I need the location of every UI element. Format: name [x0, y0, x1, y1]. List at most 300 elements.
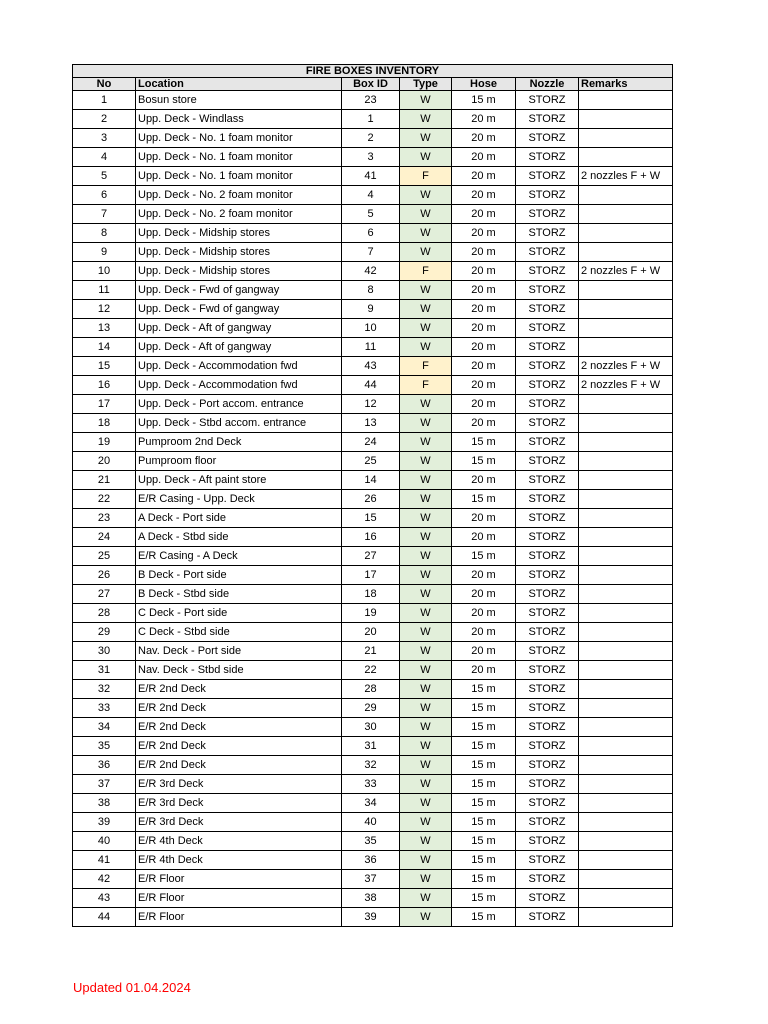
cell-hose: 20 m — [452, 566, 516, 585]
cell-remarks — [579, 680, 673, 699]
cell-type: W — [400, 775, 452, 794]
cell-nozzle: STORZ — [516, 623, 579, 642]
cell-nozzle: STORZ — [516, 547, 579, 566]
cell-box-id: 14 — [342, 471, 400, 490]
cell-hose: 15 m — [452, 433, 516, 452]
cell-type: W — [400, 490, 452, 509]
cell-remarks — [579, 91, 673, 110]
cell-location: E/R Floor — [136, 908, 342, 927]
cell-location: E/R 2nd Deck — [136, 756, 342, 775]
cell-box-id: 39 — [342, 908, 400, 927]
cell-type: W — [400, 756, 452, 775]
table-row — [73, 699, 673, 718]
cell-nozzle: STORZ — [516, 167, 579, 186]
cell-hose: 20 m — [452, 661, 516, 680]
cell-no: 23 — [73, 509, 136, 528]
cell-hose: 20 m — [452, 319, 516, 338]
cell-nozzle: STORZ — [516, 604, 579, 623]
cell-nozzle: STORZ — [516, 129, 579, 148]
cell-type: W — [400, 851, 452, 870]
cell-type: W — [400, 604, 452, 623]
table-title: FIRE BOXES INVENTORY — [73, 65, 673, 78]
table-row — [73, 490, 673, 509]
cell-nozzle: STORZ — [516, 148, 579, 167]
cell-location: E/R 3rd Deck — [136, 775, 342, 794]
cell-no: 8 — [73, 224, 136, 243]
cell-no: 7 — [73, 205, 136, 224]
table-row — [73, 167, 673, 186]
cell-location: E/R 3rd Deck — [136, 794, 342, 813]
cell-type: W — [400, 870, 452, 889]
cell-no: 40 — [73, 832, 136, 851]
cell-hose: 15 m — [452, 870, 516, 889]
cell-box-id: 4 — [342, 186, 400, 205]
table-row — [73, 433, 673, 452]
cell-type: W — [400, 585, 452, 604]
cell-remarks — [579, 566, 673, 585]
cell-nozzle: STORZ — [516, 528, 579, 547]
cell-box-id: 33 — [342, 775, 400, 794]
cell-box-id: 31 — [342, 737, 400, 756]
cell-box-id: 41 — [342, 167, 400, 186]
cell-hose: 15 m — [452, 756, 516, 775]
column-header-remarks: Remarks — [579, 78, 673, 91]
cell-no: 3 — [73, 129, 136, 148]
cell-remarks — [579, 319, 673, 338]
cell-box-id: 11 — [342, 338, 400, 357]
cell-hose: 20 m — [452, 224, 516, 243]
cell-remarks — [579, 490, 673, 509]
cell-box-id: 1 — [342, 110, 400, 129]
cell-box-id: 30 — [342, 718, 400, 737]
cell-remarks — [579, 338, 673, 357]
table-row — [73, 395, 673, 414]
table-row — [73, 243, 673, 262]
cell-remarks: 2 nozzles F + W — [579, 167, 673, 186]
cell-hose: 20 m — [452, 281, 516, 300]
cell-no: 43 — [73, 889, 136, 908]
cell-no: 28 — [73, 604, 136, 623]
cell-remarks — [579, 851, 673, 870]
cell-nozzle: STORZ — [516, 870, 579, 889]
cell-location: E/R 2nd Deck — [136, 718, 342, 737]
cell-remarks — [579, 110, 673, 129]
column-header-type: Type — [400, 78, 452, 91]
table-row — [73, 471, 673, 490]
cell-remarks — [579, 509, 673, 528]
table-row — [73, 110, 673, 129]
cell-type: W — [400, 91, 452, 110]
cell-hose: 15 m — [452, 775, 516, 794]
table-row — [73, 205, 673, 224]
cell-hose: 20 m — [452, 205, 516, 224]
cell-location: Upp. Deck - Aft of gangway — [136, 319, 342, 338]
cell-remarks — [579, 243, 673, 262]
cell-hose: 15 m — [452, 832, 516, 851]
cell-hose: 15 m — [452, 737, 516, 756]
cell-location: Upp. Deck - Accommodation fwd — [136, 357, 342, 376]
cell-nozzle: STORZ — [516, 889, 579, 908]
cell-box-id: 2 — [342, 129, 400, 148]
cell-nozzle: STORZ — [516, 642, 579, 661]
cell-type: W — [400, 452, 452, 471]
cell-box-id: 26 — [342, 490, 400, 509]
cell-nozzle: STORZ — [516, 813, 579, 832]
cell-remarks — [579, 775, 673, 794]
cell-box-id: 19 — [342, 604, 400, 623]
cell-box-id: 13 — [342, 414, 400, 433]
cell-no: 32 — [73, 680, 136, 699]
cell-location: Upp. Deck - Port accom. entrance — [136, 395, 342, 414]
cell-no: 27 — [73, 585, 136, 604]
cell-box-id: 8 — [342, 281, 400, 300]
cell-type: W — [400, 794, 452, 813]
cell-box-id: 44 — [342, 376, 400, 395]
table-row — [73, 262, 673, 281]
cell-type: W — [400, 186, 452, 205]
table-row — [73, 794, 673, 813]
cell-hose: 20 m — [452, 395, 516, 414]
table-row — [73, 642, 673, 661]
cell-nozzle: STORZ — [516, 433, 579, 452]
cell-type: F — [400, 357, 452, 376]
cell-hose: 20 m — [452, 167, 516, 186]
cell-type: W — [400, 509, 452, 528]
cell-no: 22 — [73, 490, 136, 509]
cell-no: 10 — [73, 262, 136, 281]
table-row — [73, 129, 673, 148]
cell-location: E/R Floor — [136, 889, 342, 908]
cell-hose: 20 m — [452, 262, 516, 281]
cell-nozzle: STORZ — [516, 395, 579, 414]
cell-location: E/R 4th Deck — [136, 851, 342, 870]
cell-no: 31 — [73, 661, 136, 680]
table-row — [73, 851, 673, 870]
cell-box-id: 28 — [342, 680, 400, 699]
cell-nozzle: STORZ — [516, 243, 579, 262]
cell-remarks — [579, 832, 673, 851]
cell-type: F — [400, 167, 452, 186]
cell-type: W — [400, 471, 452, 490]
cell-remarks — [579, 471, 673, 490]
cell-remarks — [579, 224, 673, 243]
table-row — [73, 281, 673, 300]
cell-box-id: 27 — [342, 547, 400, 566]
cell-box-id: 3 — [342, 148, 400, 167]
cell-remarks — [579, 186, 673, 205]
cell-box-id: 15 — [342, 509, 400, 528]
cell-location: Pumproom floor — [136, 452, 342, 471]
cell-nozzle: STORZ — [516, 509, 579, 528]
cell-hose: 20 m — [452, 186, 516, 205]
cell-remarks — [579, 870, 673, 889]
cell-remarks — [579, 433, 673, 452]
cell-location: Pumproom 2nd Deck — [136, 433, 342, 452]
cell-location: E/R Floor — [136, 870, 342, 889]
table-row — [73, 357, 673, 376]
cell-type: W — [400, 224, 452, 243]
table-row — [73, 91, 673, 110]
cell-nozzle: STORZ — [516, 699, 579, 718]
cell-type: W — [400, 395, 452, 414]
cell-box-id: 42 — [342, 262, 400, 281]
cell-box-id: 16 — [342, 528, 400, 547]
cell-box-id: 24 — [342, 433, 400, 452]
cell-hose: 20 m — [452, 604, 516, 623]
cell-location: B Deck - Stbd side — [136, 585, 342, 604]
cell-hose: 20 m — [452, 300, 516, 319]
cell-type: W — [400, 243, 452, 262]
cell-nozzle: STORZ — [516, 452, 579, 471]
cell-box-id: 23 — [342, 91, 400, 110]
column-header-location: Location — [136, 78, 342, 91]
cell-nozzle: STORZ — [516, 281, 579, 300]
cell-type: W — [400, 642, 452, 661]
cell-type: W — [400, 832, 452, 851]
cell-nozzle: STORZ — [516, 851, 579, 870]
cell-box-id: 29 — [342, 699, 400, 718]
cell-no: 26 — [73, 566, 136, 585]
cell-location: A Deck - Port side — [136, 509, 342, 528]
table-row — [73, 414, 673, 433]
cell-hose: 20 m — [452, 338, 516, 357]
cell-hose: 20 m — [452, 623, 516, 642]
cell-type: W — [400, 414, 452, 433]
cell-type: W — [400, 566, 452, 585]
cell-no: 39 — [73, 813, 136, 832]
cell-no: 12 — [73, 300, 136, 319]
cell-box-id: 21 — [342, 642, 400, 661]
cell-location: C Deck - Port side — [136, 604, 342, 623]
cell-hose: 20 m — [452, 414, 516, 433]
cell-box-id: 12 — [342, 395, 400, 414]
cell-box-id: 6 — [342, 224, 400, 243]
cell-type: W — [400, 110, 452, 129]
table-row — [73, 756, 673, 775]
cell-location: Upp. Deck - Midship stores — [136, 262, 342, 281]
cell-remarks — [579, 718, 673, 737]
cell-location: E/R 2nd Deck — [136, 680, 342, 699]
cell-type: W — [400, 319, 452, 338]
cell-box-id: 22 — [342, 661, 400, 680]
table-row — [73, 604, 673, 623]
cell-remarks — [579, 395, 673, 414]
cell-nozzle: STORZ — [516, 110, 579, 129]
table-row — [73, 623, 673, 642]
cell-location: Nav. Deck - Port side — [136, 642, 342, 661]
cell-nozzle: STORZ — [516, 737, 579, 756]
cell-hose: 20 m — [452, 129, 516, 148]
cell-no: 36 — [73, 756, 136, 775]
table-row — [73, 376, 673, 395]
cell-nozzle: STORZ — [516, 262, 579, 281]
cell-nozzle: STORZ — [516, 376, 579, 395]
cell-remarks — [579, 148, 673, 167]
cell-location: Upp. Deck - No. 2 foam monitor — [136, 186, 342, 205]
cell-hose: 20 m — [452, 528, 516, 547]
cell-type: W — [400, 281, 452, 300]
cell-type: W — [400, 300, 452, 319]
table-row — [73, 737, 673, 756]
cell-box-id: 40 — [342, 813, 400, 832]
cell-remarks — [579, 452, 673, 471]
cell-location: E/R Casing - Upp. Deck — [136, 490, 342, 509]
cell-location: C Deck - Stbd side — [136, 623, 342, 642]
cell-box-id: 32 — [342, 756, 400, 775]
cell-nozzle: STORZ — [516, 300, 579, 319]
cell-box-id: 9 — [342, 300, 400, 319]
cell-box-id: 35 — [342, 832, 400, 851]
cell-nozzle: STORZ — [516, 756, 579, 775]
cell-location: Upp. Deck - Midship stores — [136, 224, 342, 243]
cell-no: 14 — [73, 338, 136, 357]
cell-box-id: 38 — [342, 889, 400, 908]
cell-no: 5 — [73, 167, 136, 186]
cell-remarks — [579, 528, 673, 547]
cell-hose: 20 m — [452, 509, 516, 528]
cell-no: 19 — [73, 433, 136, 452]
cell-no: 1 — [73, 91, 136, 110]
table-row — [73, 775, 673, 794]
cell-nozzle: STORZ — [516, 585, 579, 604]
cell-location: Upp. Deck - Aft of gangway — [136, 338, 342, 357]
table-row — [73, 509, 673, 528]
cell-no: 6 — [73, 186, 136, 205]
cell-location: Upp. Deck - Aft paint store — [136, 471, 342, 490]
cell-hose: 15 m — [452, 490, 516, 509]
cell-no: 20 — [73, 452, 136, 471]
cell-location: E/R 3rd Deck — [136, 813, 342, 832]
cell-location: E/R Casing - A Deck — [136, 547, 342, 566]
cell-hose: 15 m — [452, 680, 516, 699]
cell-remarks — [579, 414, 673, 433]
cell-no: 24 — [73, 528, 136, 547]
cell-remarks: 2 nozzles F + W — [579, 376, 673, 395]
cell-no: 34 — [73, 718, 136, 737]
cell-no: 44 — [73, 908, 136, 927]
cell-hose: 20 m — [452, 376, 516, 395]
cell-remarks: 2 nozzles F + W — [579, 262, 673, 281]
cell-location: Bosun store — [136, 91, 342, 110]
cell-nozzle: STORZ — [516, 224, 579, 243]
cell-hose: 20 m — [452, 110, 516, 129]
cell-remarks — [579, 129, 673, 148]
cell-hose: 15 m — [452, 794, 516, 813]
cell-location: Upp. Deck - Windlass — [136, 110, 342, 129]
cell-nozzle: STORZ — [516, 775, 579, 794]
cell-remarks — [579, 756, 673, 775]
cell-type: W — [400, 528, 452, 547]
table-row — [73, 300, 673, 319]
cell-box-id: 37 — [342, 870, 400, 889]
cell-no: 21 — [73, 471, 136, 490]
cell-location: Upp. Deck - No. 1 foam monitor — [136, 167, 342, 186]
cell-remarks — [579, 813, 673, 832]
cell-remarks — [579, 794, 673, 813]
updated-note: Updated 01.04.2024 — [73, 980, 191, 995]
cell-remarks — [579, 908, 673, 927]
cell-remarks — [579, 661, 673, 680]
cell-no: 25 — [73, 547, 136, 566]
cell-remarks — [579, 585, 673, 604]
column-header-box-id: Box ID — [342, 78, 400, 91]
cell-box-id: 5 — [342, 205, 400, 224]
cell-nozzle: STORZ — [516, 661, 579, 680]
cell-nozzle: STORZ — [516, 908, 579, 927]
cell-nozzle: STORZ — [516, 718, 579, 737]
cell-nozzle: STORZ — [516, 471, 579, 490]
cell-hose: 15 m — [452, 547, 516, 566]
cell-remarks — [579, 889, 673, 908]
cell-box-id: 25 — [342, 452, 400, 471]
cell-remarks — [579, 623, 673, 642]
cell-type: W — [400, 889, 452, 908]
cell-remarks — [579, 205, 673, 224]
column-header-nozzle: Nozzle — [516, 78, 579, 91]
cell-type: W — [400, 547, 452, 566]
cell-no: 41 — [73, 851, 136, 870]
cell-location: Upp. Deck - No. 2 foam monitor — [136, 205, 342, 224]
cell-type: F — [400, 262, 452, 281]
cell-type: W — [400, 205, 452, 224]
cell-nozzle: STORZ — [516, 680, 579, 699]
cell-location: B Deck - Port side — [136, 566, 342, 585]
cell-location: Upp. Deck - Accommodation fwd — [136, 376, 342, 395]
cell-box-id: 36 — [342, 851, 400, 870]
cell-no: 42 — [73, 870, 136, 889]
cell-nozzle: STORZ — [516, 490, 579, 509]
cell-hose: 20 m — [452, 148, 516, 167]
cell-location: E/R 2nd Deck — [136, 737, 342, 756]
cell-type: W — [400, 623, 452, 642]
cell-hose: 20 m — [452, 642, 516, 661]
cell-no: 17 — [73, 395, 136, 414]
cell-location: Upp. Deck - Fwd of gangway — [136, 281, 342, 300]
cell-hose: 15 m — [452, 908, 516, 927]
cell-box-id: 34 — [342, 794, 400, 813]
cell-no: 15 — [73, 357, 136, 376]
cell-hose: 15 m — [452, 718, 516, 737]
cell-no: 29 — [73, 623, 136, 642]
cell-remarks — [579, 547, 673, 566]
cell-hose: 15 m — [452, 889, 516, 908]
cell-no: 16 — [73, 376, 136, 395]
cell-type: W — [400, 908, 452, 927]
table-row — [73, 547, 673, 566]
cell-hose: 15 m — [452, 699, 516, 718]
cell-box-id: 10 — [342, 319, 400, 338]
cell-hose: 20 m — [452, 243, 516, 262]
cell-box-id: 18 — [342, 585, 400, 604]
cell-no: 18 — [73, 414, 136, 433]
cell-type: W — [400, 813, 452, 832]
cell-type: W — [400, 680, 452, 699]
cell-remarks — [579, 699, 673, 718]
cell-remarks: 2 nozzles F + W — [579, 357, 673, 376]
cell-type: W — [400, 433, 452, 452]
cell-remarks — [579, 642, 673, 661]
table-row — [73, 148, 673, 167]
cell-nozzle: STORZ — [516, 186, 579, 205]
table-row — [73, 832, 673, 851]
table-row — [73, 319, 673, 338]
table-row — [73, 338, 673, 357]
cell-location: Upp. Deck - Midship stores — [136, 243, 342, 262]
cell-remarks — [579, 737, 673, 756]
table-row — [73, 718, 673, 737]
cell-nozzle: STORZ — [516, 205, 579, 224]
table-row — [73, 452, 673, 471]
